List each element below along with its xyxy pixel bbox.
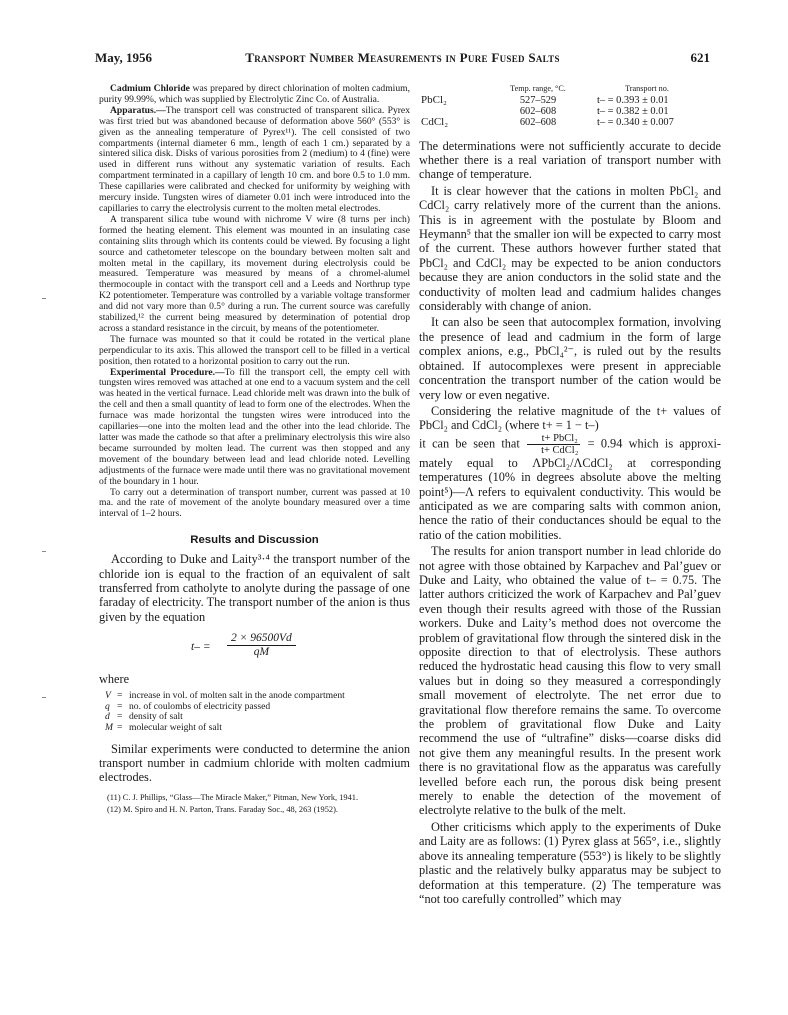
results-intro (99, 552, 410, 624)
table-cell-transport: t– = 0.340 ± 0.007 (597, 117, 674, 129)
ratio-numerator: t+ PbCl₂ (527, 433, 580, 445)
paragraph-cadmium-chloride (99, 84, 410, 106)
left-column (99, 84, 410, 818)
paragraph-criticisms: Other criticisms which apply to the experiments of Duke and Laity are as follows: (1) Pyrex glass at 565°, i.e., slightly above its annealing temperature (553°) is likely to be slightly plastic and the relatively bulky apparatus may be subject to deformation at this temperature. (2) The temperature was “not too carefully controlled” which may (419, 819, 721, 906)
definition-row: V = increase in vol. of molten salt in the anode compartment (105, 691, 410, 702)
run-in-heading: Experimental Procedure.— (110, 366, 225, 378)
equation-lhs: t– = (191, 641, 211, 654)
header-date: May, 1956 (95, 50, 153, 65)
paragraph-relative-magnitude (419, 404, 721, 542)
equation-numerator: 2 × 96500Vd (227, 632, 296, 646)
footnote-12: (12) M. Spiro and H. N. Parton, Trans. Faraday Soc., 48, 263 (1952). (107, 805, 338, 815)
ratio-denominator: t+ CdCl₂ (541, 444, 579, 456)
definition-row: q = no. of coulombs of electricity passed (105, 702, 410, 713)
paragraph-apparatus (99, 106, 410, 215)
table-row (421, 95, 711, 106)
paragraph-autocomplex: It can also be seen that autocomplex formation, involving the presence of lead and cadmium in the form of large complex anions, e.g., PbCl₄²⁻, is ruled out by the results obtained. If autocomplexes were present in appreciable concentration the transport number of the cation would be very low or even negative. (419, 315, 721, 402)
paragraph-text: The transport cell was constructed of transparent silica. Pyrex was first tried but was abandoned because of deformation above 560° (553° is given as the annealing temperature of Pyrex¹¹). The cell consisted of two compartments (internal diameter 6 mm., length of each 1 cm.) separated by a sintered silica disk. Disks of various porosities from 2 (medium) to 4 (fine) were used in different runs without any systematic variation of results. Each compartment terminated in a capillary of length 10 cm. and bore 0.5 to 1.0 mm. These capillaries were calibrated and checked for uniformity by weighing with mercury inside. Tungsten wires of diameter 0.01 inch were introduced into the capillaries to carry the electrolysis current to the molten metal electrodes. (99, 104, 410, 214)
footnote-11: (11) C. J. Phillips, “Glass—The Miracle Maker,” Pitman, New York, 1941. (107, 792, 359, 802)
column-header-temp: Temp. range, °C. (510, 84, 566, 93)
run-in-heading: Cadmium Chloride (110, 83, 190, 94)
paragraph-text: = 0.94 which is approxi- (587, 436, 722, 451)
paragraph-text: Considering the relative magnitude of the t+ values of PbCl₂ and CdCl₂ (where t+ = 1 − t–) (419, 403, 721, 433)
experimental-section (99, 84, 410, 520)
discussion-text (419, 139, 721, 907)
paragraph-anion-results: The results for anion transport number in lead chloride do not agree with those obtained by Karpachev and Pal’guev or Duke and Laity, who obtained the value of t– = 0.75. The latter authors criticized the work of Karpachev and Pal’guev even though their results agreed with those of the Russian workers. Duke and Laity’s method does not overcome the problem of gravitational flow through the sintered disk in the opposite direction to that of electrolysis. These authors reduced the hydrostatic head causing this flow to very small values but in doing so they measured a correspondingly small movement of electrolyte. The net error due to gravitational flow therefore remains the same. To overcome the problem of gravitational flow Duke and Laity recommend the use of “ultrafine” disks—coarse disks did not give them any meaningful results. In the present work there is no gravitational flow as the apparatus was carefully levelled before each run, the porous disk being present merely to enable the detection of the movement of electrolyte relative to the bulk of the melt. (419, 544, 721, 818)
definition-row: d = density of salt (105, 712, 410, 723)
table-row (421, 106, 711, 117)
paragraph-text: mately equal to ΛPbCl₂/ΛCdCl₂ at corresponding temperatures (10% in degrees absolute above the melting point⁵)—Λ refers to equivalent conductivity. This would be anticipated as we are comparing salts with common anion, hence the ratio of their conductances should be equal to the ratio of the cation mobilities. (419, 455, 721, 542)
paragraph-text: To fill the transport cell, the empty cell with tungsten wires removed was attached at one end to a vacuum system and the cell was heated in the vertical furnace. Lead chloride melt was drawn into the bulk of the cell and then a small quantity of lead to form one of the electrodes. When the furnace was made horizontal the tungsten wires were introduced into the capillaries—one into the molten lead and the other into the lead chloride. The latter was made the cathode so that after a preliminary electrolysis this wire also became surrounded by molten lead. The current was then stopped and any movement of the boundary between lead and lead chloride noted. Levelling adjustments of the furnace were made until there was no gravitational movement of the boundary in 1 hour. (99, 366, 410, 487)
table-cell-transport: t– = 0.382 ± 0.01 (597, 106, 669, 118)
section-heading: Results and Discussion (190, 534, 319, 547)
table-cell-salt: CdCl₂ (421, 116, 449, 129)
right-column (419, 84, 721, 908)
definition-symbol: V (105, 690, 111, 702)
table-cell-transport: t– = 0.393 ± 0.01 (597, 95, 669, 106)
paragraph-furnace: The furnace was mounted so that it could be rotated in the vertical plane perpendicular to its axis. This allowed the transport cell to be filled in a vertical position, then rotated to a horizontal position to carry out the run. (99, 333, 410, 367)
paragraph-duke-laity: According to Duke and Laity³·⁴ the transport number of the chloride ion is equal to the fraction of an equivalent of salt transferred from catholyte to anolyte during the passage of one faraday of electricity. The transport number of the anion is thus given by the equation (99, 552, 410, 624)
paragraph-similar-experiments: Similar experiments were conducted to determine the anion transport number in cadmium chloride with molten cadmium electrodes. (99, 741, 410, 785)
definition-text: density of salt (129, 711, 183, 723)
table-row (421, 117, 711, 128)
paragraph-determination: To carry out a determination of transport number, current was passed at 10 ma. and the rate of movement of the anolyte boundary measured over a time interval of 1–2 hours. (99, 486, 410, 520)
paragraph-text: was prepared by direct chlorination of molten cadmium, purity 99.99%, which was supplied by Electrolytic Zinc Co. of Australia. (99, 83, 410, 105)
definition-text: no. of coulombs of electricity passed (129, 700, 271, 712)
paragraph-determinations: The determinations were not sufficiently accurate to decide whether there is a real variation of transport number with change of temperature. (419, 138, 721, 182)
table-cell-salt: PbCl₂ (421, 94, 447, 106)
definition-text: molecular weight of salt (129, 722, 222, 734)
column-header-transport: Transport no. (625, 84, 669, 93)
definition-text: increase in vol. of molten salt in the anode compartment (129, 690, 345, 702)
definition-symbol: q (105, 700, 110, 712)
where-label: where (99, 672, 130, 687)
page-number: 621 (690, 50, 710, 65)
footnotes (99, 793, 410, 815)
margin-mark (42, 697, 46, 698)
paragraph-procedure (99, 368, 410, 488)
table-cell-temp: 602–608 (519, 117, 557, 129)
transport-number-equation (99, 632, 410, 664)
table-cell-temp: 527–529 (519, 95, 557, 106)
variable-definitions (105, 691, 410, 733)
paragraph-cations: It is clear however that the cations in molten PbCl₂ and CdCl₂ carry relatively more of the current than the anions. This is in agreement with the postulate by Bloom and Heymann⁵ that the smaller ion will be expected to carry most of the current. These authors however further stated that PbCl₂ and CdCl₂ may be expected to be anion conductors because they are anion conductors in the solid state and the conductivity of molten lead and cadmium halides changes considerably with change of anion. (419, 183, 721, 314)
table-header-row (421, 84, 711, 95)
table-cell-temp: 602–608 (519, 106, 557, 118)
transport-number-table (421, 84, 711, 129)
run-in-heading: Apparatus.— (110, 104, 166, 116)
paragraph-text: it can be seen that (419, 436, 520, 451)
paragraph-heating-element: A transparent silica tube wound with nichrome V wire (8 turns per inch) formed the heating element. This element was mounted in an insulating case containing slits through which its contents could be viewed. By focusing a light source and cathetometer telescope on the boundary between molten salt and molten metal in the capillary, its movement during electrolysis could be measured. Temperature was measured by means of a chromel-alumel thermocouple in contact with the transport cell and a Leeds and Northrup type K2 potentiometer. Temperature was controlled by a variable voltage transformer and did not vary more than 0.5° during a run. The current source was carefully stabilized,¹² the current being measured by determination of potential drop across a standard resistance in the circuit, by means of the potentiometer. (99, 213, 410, 334)
equation-fraction (227, 632, 296, 658)
definition-symbol: M (105, 722, 113, 734)
definition-symbol: d (105, 711, 110, 723)
cadmium-experiment (99, 742, 410, 785)
equation-denominator: qM (253, 646, 270, 659)
margin-mark (42, 298, 46, 299)
running-header (95, 50, 710, 70)
definition-row: M = molecular weight of salt (105, 723, 410, 734)
margin-mark (42, 551, 46, 552)
header-title: Transport Number Measurements in Pure Fused Salts (245, 50, 560, 65)
ratio-fraction (527, 433, 580, 456)
